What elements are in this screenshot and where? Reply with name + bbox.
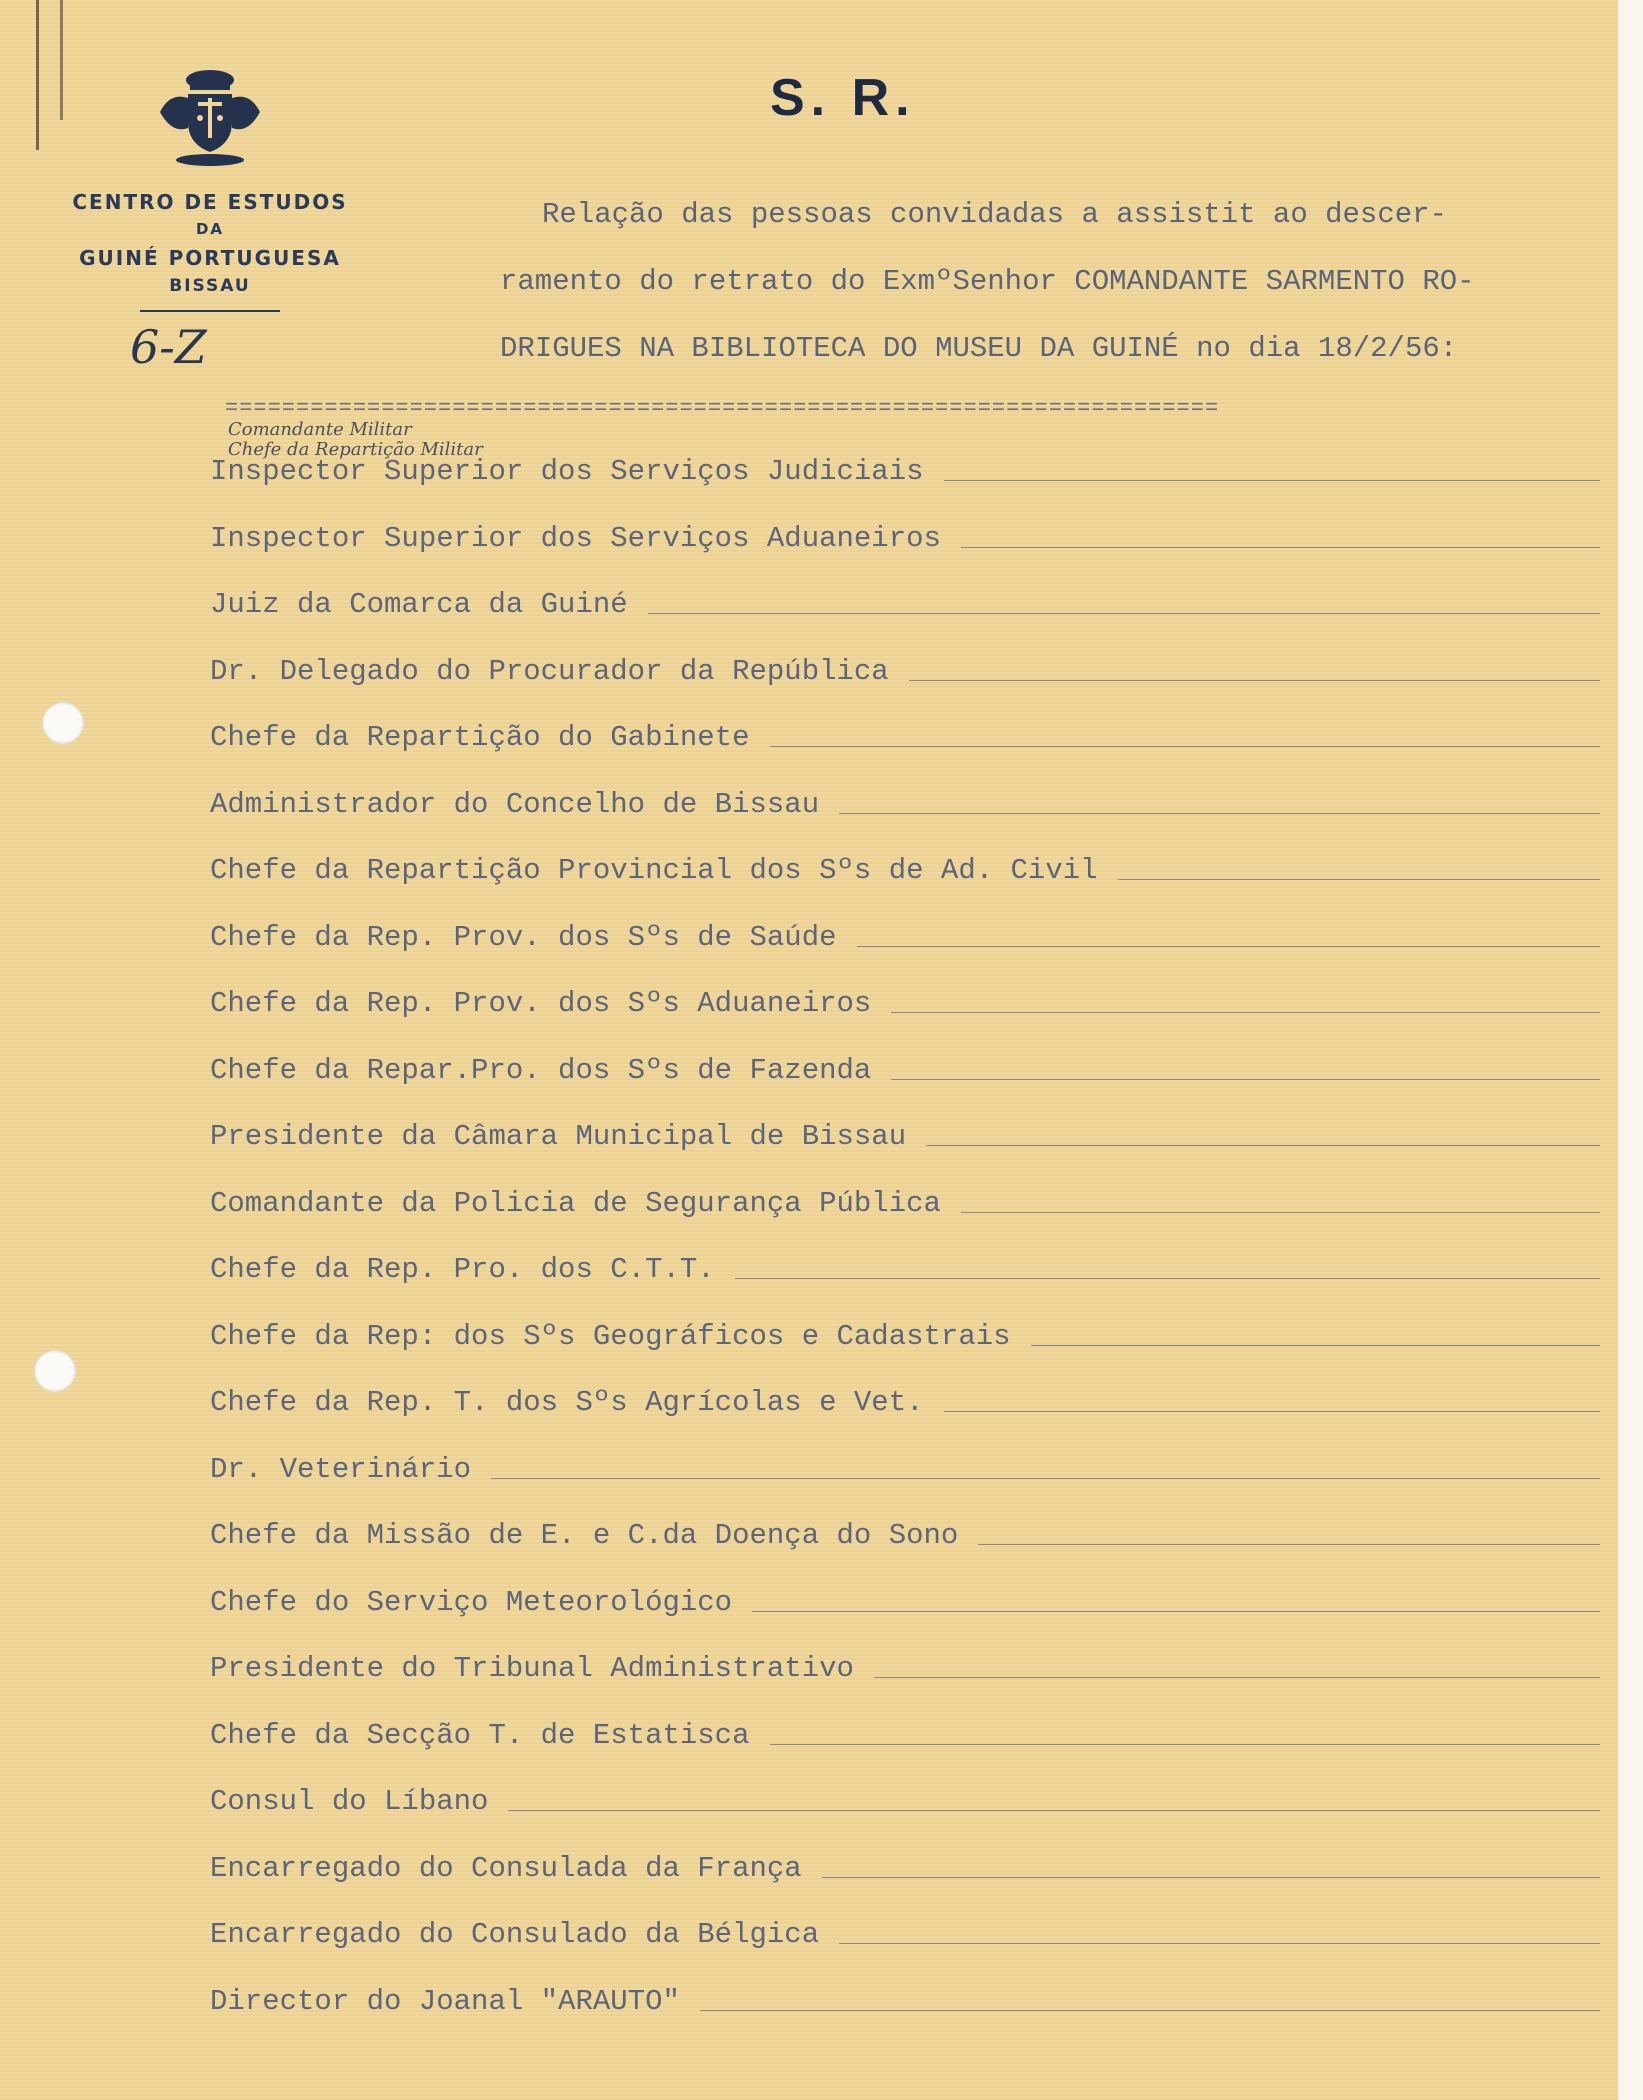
fold-mark [60,0,67,120]
invitee-row [210,1583,1600,1650]
dotted-leader [822,1877,1600,1878]
invitee-row [210,1117,1600,1184]
invitee-name: Chefe da Rep. Prov. dos Sºs Aduaneiros [210,987,872,1020]
dotted-leader [961,547,1600,548]
handwritten-reference: 6-Z [130,320,207,374]
invitee-name: Presidente da Câmara Municipal de Bissau [210,1120,907,1153]
invitee-name: Encarregado do Consulada da França [210,1851,802,1885]
invitee-name: Inspector Superior dos Serviços Aduaneiros [210,521,941,555]
invitee-name: Chefe da Rep. T. dos Sºs Agrícolas e Vet. [210,1386,924,1419]
dotted-leader [944,1411,1600,1412]
dotted-leader [978,1544,1600,1545]
invitee-row [210,1184,1600,1251]
invitee-name: Presidente do Tribunal Administrativo [210,1652,854,1685]
invitee-row [210,652,1600,719]
page-edge [1618,0,1643,2100]
dotted-leader [491,1478,1600,1479]
punch-hole [34,1350,76,1392]
invitee-row [210,1317,1600,1384]
coat-of-arms-icon [150,62,270,172]
intro-line: DRIGUES NA BIBLIOTECA DO MUSEU DA GUINÉ no dia 18/2/56: [500,332,1458,365]
dotted-leader [926,1145,1600,1146]
invitee-name: Chefe da Rep: dos Sºs Geográficos e Cadastrais [210,1319,1011,1353]
invitee-row [210,1516,1600,1583]
dotted-leader [909,680,1600,681]
org-name-line: DA [195,220,225,238]
annotation-line: Comandante Militar [228,419,412,440]
invitee-name: Dr. Delegado do Procurador da República [210,654,889,688]
invitee-row [210,1849,1600,1916]
invitee-row [210,1716,1600,1783]
dotted-leader [839,813,1600,814]
dotted-leader [874,1677,1600,1678]
dotted-leader [770,746,1601,747]
dotted-leader [1031,1345,1600,1346]
dotted-leader [961,1212,1600,1213]
dotted-leader [508,1810,1600,1811]
invitee-row [210,1450,1600,1517]
invitee-name: Chefe da Rep. Prov. dos Sºs de Saúde [210,920,837,954]
invitee-row [210,519,1600,586]
divider [140,310,280,312]
invitee-row [210,1051,1600,1118]
punch-hole [42,702,84,744]
invitee-row [210,785,1600,852]
invitee-row [210,1982,1600,2049]
invitee-row [210,1649,1600,1716]
invitee-name: Juiz da Comarca da Guiné [210,588,628,621]
org-name-line: BISSAU [169,276,251,296]
invitee-name: Comandante da Policia de Segurança Pública [210,1186,941,1220]
dotted-leader [891,1079,1600,1080]
dotted-leader [839,1943,1600,1944]
invitee-row [210,918,1600,985]
dotted-leader [735,1278,1600,1279]
invitee-list [210,452,1600,2048]
dotted-leader [752,1611,1600,1612]
annotation-line: Chefe da Repartição Militar [228,439,483,460]
intro-line: ramento do retrato do ExmºSenhor COMANDANTE SARMENTO RO- [500,265,1475,298]
dotted-leader [770,1744,1601,1745]
invitee-name: Chefe da Repartição Provincial dos Sºs de Ad. Civil [210,854,1098,887]
invitee-name: Chefe da Rep. Pro. dos C.T.T. [210,1253,715,1286]
invitee-row [210,585,1600,652]
invitee-row [210,1915,1600,1982]
invitee-row [210,1250,1600,1317]
invitee-name: Chefe da Repartição do Gabinete [210,721,750,754]
org-name-line: GUINÉ PORTUGUESA [79,246,341,270]
invitee-name: Administrador do Concelho de Bissau [210,787,820,821]
invitee-name: Chefe da Secção T. de Estatisca [210,1718,750,1752]
intro-line: Relação das pessoas convidadas a assistit ao descer- [542,198,1447,231]
invitee-row [210,984,1600,1051]
dotted-leader [648,613,1600,614]
invitee-row [210,718,1600,785]
document-title: S. R. [770,69,916,127]
invitee-name: Chefe da Missão de E. e C.da Doença do Sono [210,1519,959,1552]
separator-line: ====================================================================== [225,396,1220,421]
dotted-leader [891,1012,1600,1013]
dotted-leader [700,2010,1600,2011]
dotted-leader [857,946,1600,947]
intro-paragraph [500,190,1610,391]
invitee-row [210,1383,1600,1450]
invitee-name: Dr. Veterinário [210,1452,472,1486]
invitee-row [210,1782,1600,1849]
org-name-line: CENTRO DE ESTUDOS [72,190,348,214]
invitee-name: Inspector Superior dos Serviços Judiciais [210,455,924,488]
invitee-row [210,851,1600,918]
invitee-name: Consul do Líbano [210,1785,489,1818]
invitee-name: Chefe do Serviço Meteorológico [210,1585,733,1619]
fold-mark [36,0,43,150]
dotted-leader [944,480,1600,481]
invitee-name: Chefe da Repar.Pro. dos Sºs de Fazenda [210,1053,872,1087]
invitee-name: Encarregado do Consulado da Bélgica [210,1918,820,1951]
invitee-row [210,452,1600,519]
dotted-leader [1118,879,1600,880]
invitee-name: Director do Joanal "ARAUTO" [210,1984,680,2018]
